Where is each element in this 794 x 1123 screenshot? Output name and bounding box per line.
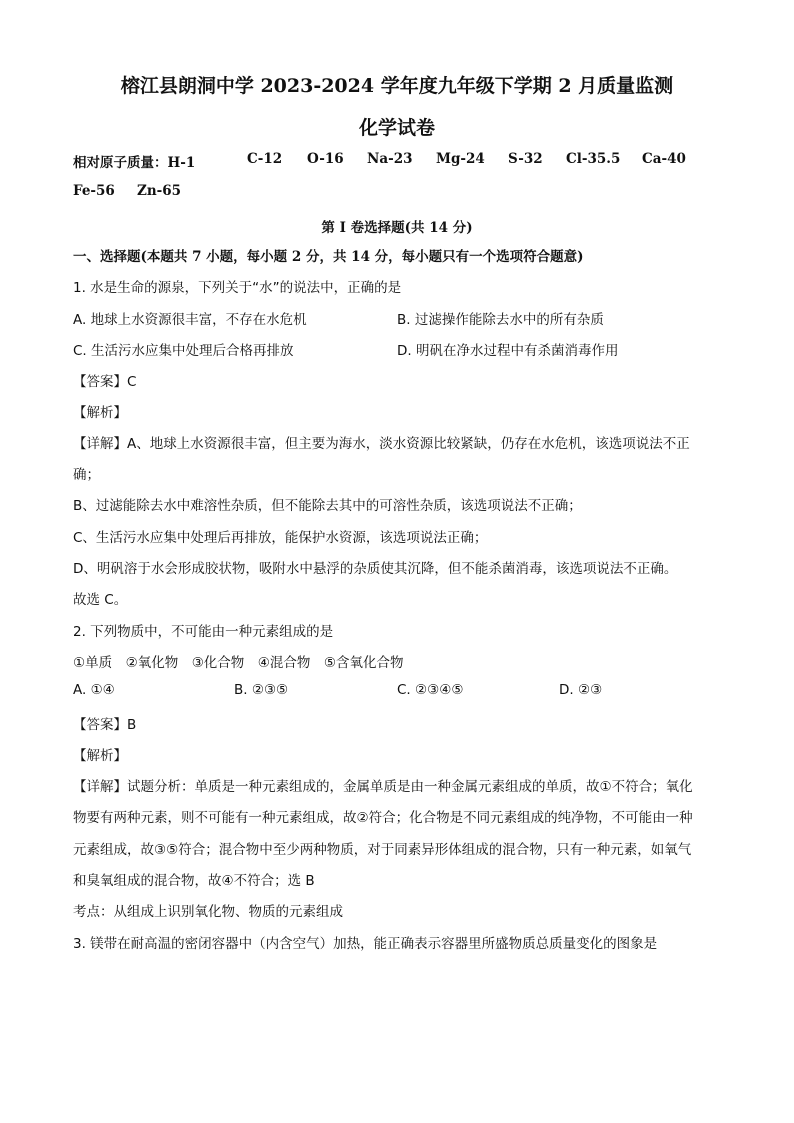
- q2-detail-line: 【详解】试题分析：单质是一种元素组成的，金属单质是由一种金属元素组成的单质，故①不符合；氧化: [73, 779, 693, 795]
- atomic-mass-label: 相对原子质量：H-1: [73, 155, 196, 171]
- q1-detail-line: B、过滤能除去水中难溶性杂质，但不能除去其中的可溶性杂质，该选项说法不正确；: [73, 498, 582, 514]
- atomic-mass-item: S-32: [508, 151, 543, 167]
- atomic-mass-item: O-16: [307, 151, 344, 167]
- q1-detail-line: 故选 C。: [73, 592, 128, 608]
- atomic-mass-item: Fe-56: [73, 183, 115, 199]
- atomic-mass-item: C-12: [247, 151, 283, 167]
- q2-detail-line: 元素组成，故③⑤符合；混合物中至少两种物质，对于同素异形体组成的混合物，只有一种元素，如氧气: [73, 842, 692, 858]
- q1-detail-line: D、明矾溶于水会形成胶状物，吸附水中悬浮的杂质使其沉降，但不能杀菌消毒，该选项说法不正确。: [73, 561, 678, 577]
- atomic-mass-item: Mg-24: [436, 151, 485, 167]
- q2-option-a: A. ①④: [73, 682, 115, 698]
- q1-stem: 1. 水是生命的源泉，下列关于“水”的说法中，正确的是: [73, 280, 402, 296]
- q2-note: 考点：从组成上识别氧化物、物质的元素组成: [73, 904, 343, 920]
- section-instruction: 一、选择题(本题共 7 小题，每小题 2 分，共 14 分，每小题只有一个选项符合题意): [73, 249, 584, 265]
- q2-option-d: D. ②③: [559, 682, 603, 698]
- q1-option-d: D. 明矾在净水过程中有杀菌消毒作用: [397, 343, 619, 359]
- atomic-mass-item: Cl-35.5: [566, 151, 621, 167]
- q1-option-a: A. 地球上水资源很丰富，不存在水危机: [73, 312, 307, 328]
- q3-stem: 3. 镁带在耐高温的密闭容器中（内含空气）加热，能正确表示容器里所盛物质总质量变化的图象是: [73, 936, 658, 952]
- atomic-mass-item: Na-23: [367, 151, 413, 167]
- q1-analysis-label: 【解析】: [73, 405, 127, 421]
- q1-option-b: B. 过滤操作能除去水中的所有杂质: [397, 312, 604, 328]
- atomic-mass-item: Zn-65: [137, 183, 182, 199]
- q2-analysis-label: 【解析】: [73, 748, 127, 764]
- exam-subtitle: 化学试卷: [358, 117, 435, 139]
- q2-items: ①单质 ②氧化物 ③化合物 ④混合物 ⑤含氧化合物: [73, 655, 404, 671]
- atomic-mass-item: Ca-40: [642, 151, 686, 167]
- exam-title: 榕江县朗洞中学 2023-2024 学年度九年级下学期 2 月质量监测: [120, 75, 674, 97]
- q2-detail-line: 和臭氧组成的混合物，故④不符合；选 B: [73, 873, 315, 889]
- q1-answer: 【答案】C: [73, 374, 137, 390]
- q1-detail-line: C、生活污水应集中处理后再排放，能保护水资源，该选项说法正确；: [73, 530, 488, 546]
- q1-detail-line: 确；: [73, 467, 100, 483]
- q2-detail-line: 物要有两种元素，则不可能有一种元素组成，故②符合；化合物是不同元素组成的纯净物，不可能由一种: [73, 810, 693, 826]
- section-title: 第 I 卷选择题(共 14 分): [321, 220, 473, 236]
- q2-stem: 2. 下列物质中，不可能由一种元素组成的是: [73, 624, 334, 640]
- q2-option-b: B. ②③⑤: [234, 682, 289, 698]
- q1-detail-line: 【详解】A、地球上水资源很丰富，但主要为海水，淡水资源比较紧缺，仍存在水危机，该选项说法不正: [73, 436, 690, 452]
- q2-option-c: C. ②③④⑤: [397, 682, 464, 698]
- q2-answer: 【答案】B: [73, 717, 137, 733]
- q1-option-c: C. 生活污水应集中处理后合格再排放: [73, 343, 294, 359]
